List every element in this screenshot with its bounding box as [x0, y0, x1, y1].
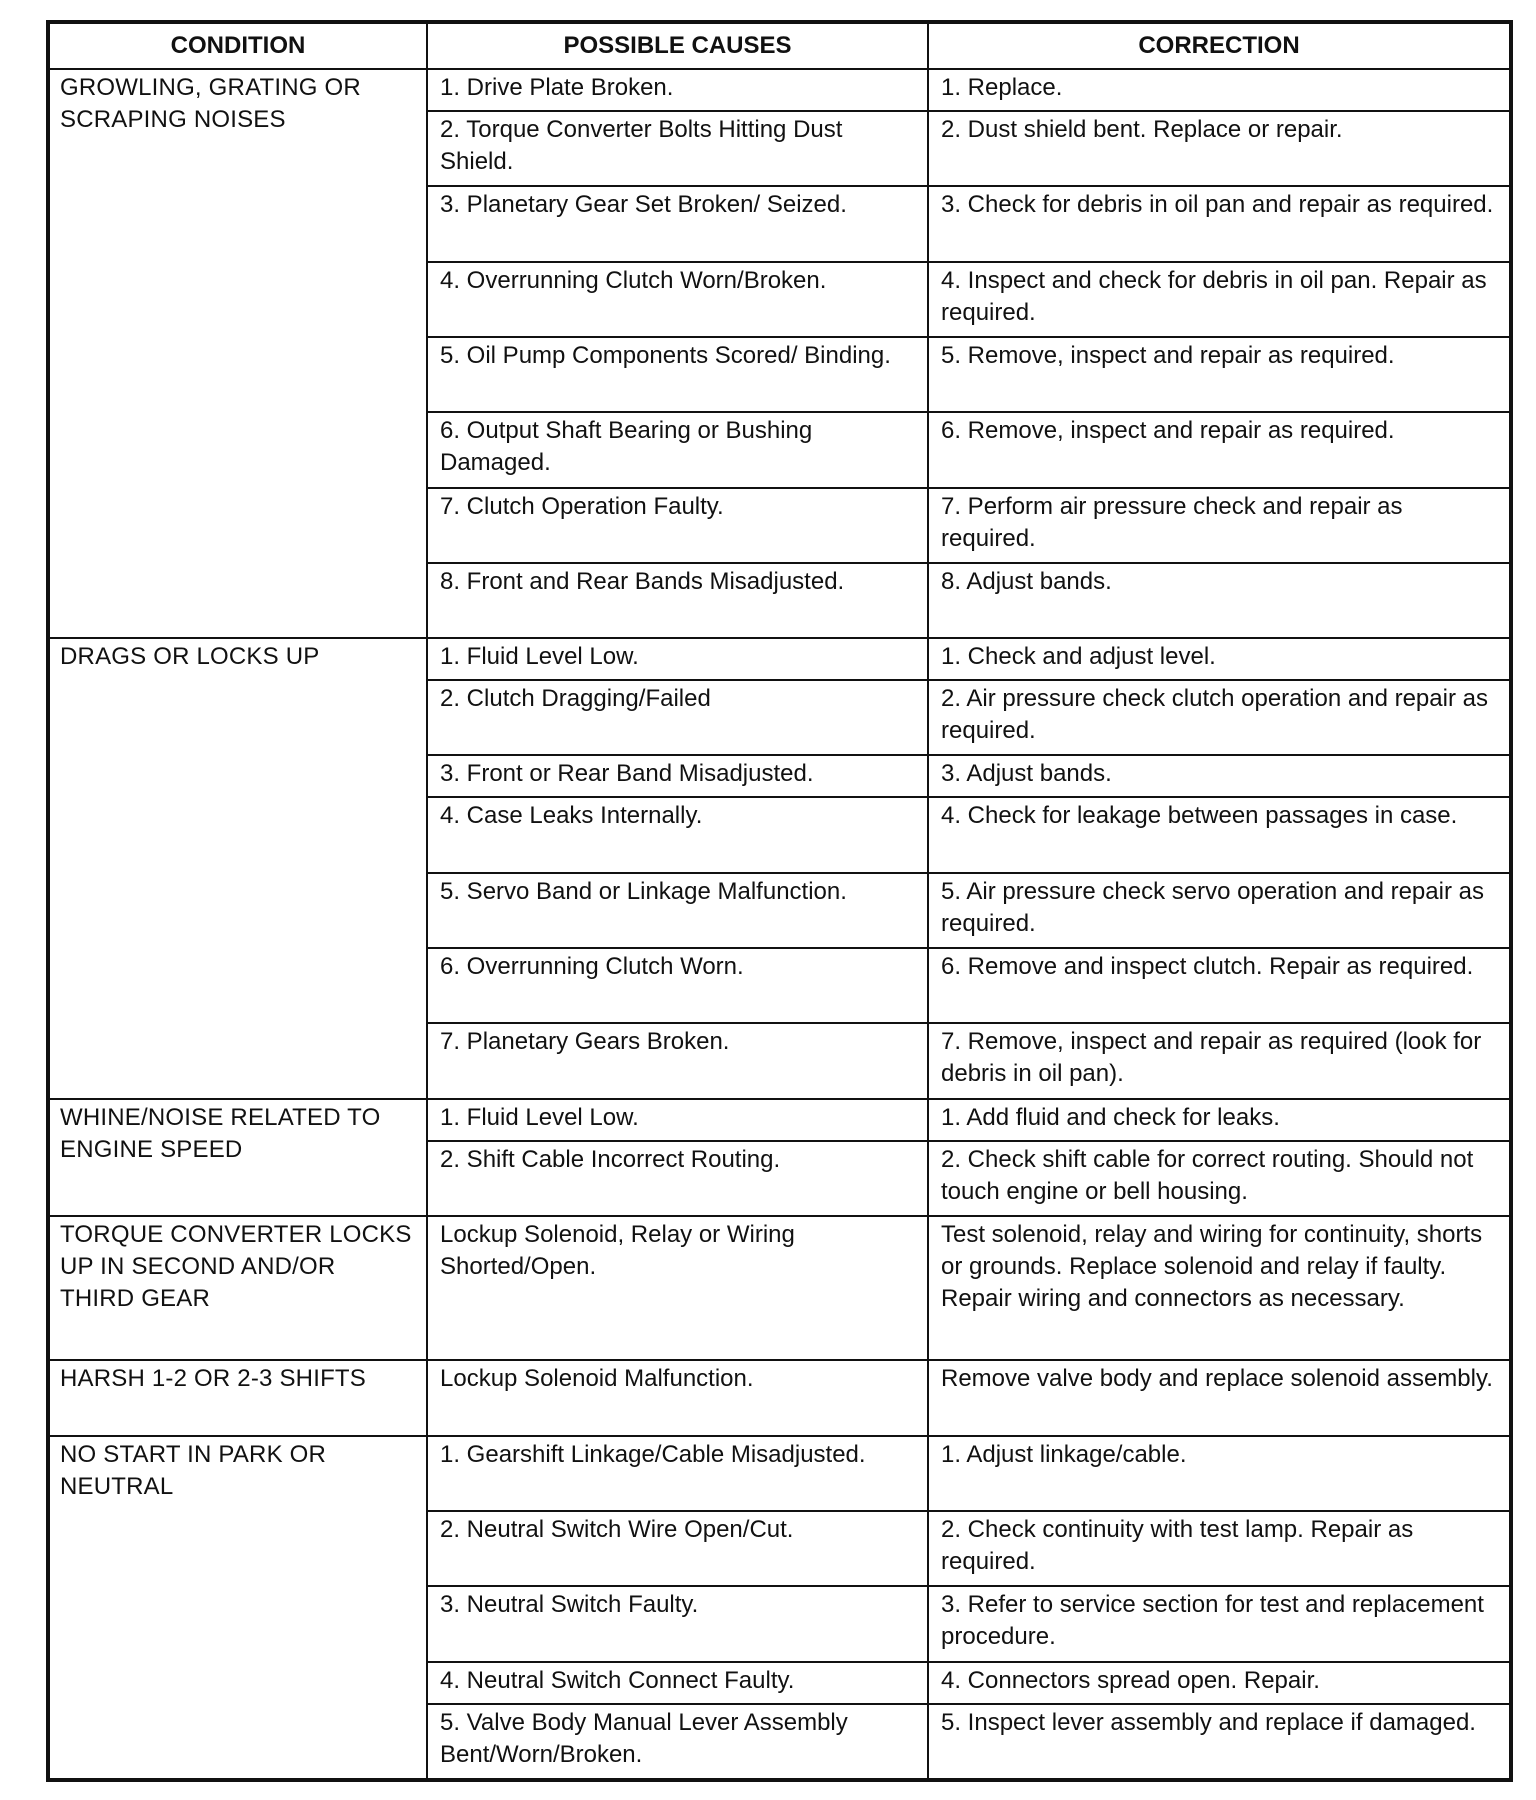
cause-cell: 1. Fluid Level Low. [427, 1099, 928, 1141]
possible-causes-header: POSSIBLE CAUSES [427, 23, 928, 69]
correction-cell: 3. Adjust bands. [928, 755, 1510, 797]
condition-cell: HARSH 1-2 OR 2-3 SHIFTS [49, 1360, 427, 1435]
cause-cell: 1. Drive Plate Broken. [427, 69, 928, 111]
correction-cell: 8. Adjust bands. [928, 563, 1510, 638]
table-row [49, 1360, 1510, 1435]
cause-cell: 6. Output Shaft Bearing or Bushing Damaged. [427, 412, 928, 487]
cause-cell: Lockup Solenoid, Relay or Wiring Shorted/Open. [427, 1216, 928, 1360]
cause-cell: 5. Valve Body Manual Lever Assembly Bent/Worn/Broken. [427, 1704, 928, 1779]
condition-cell: TORQUE CONVERTER LOCKS UP IN SECOND AND/OR THIRD GEAR [49, 1216, 427, 1360]
cause-cell: 2. Torque Converter Bolts Hitting Dust Shield. [427, 111, 928, 186]
cause-cell: 3. Planetary Gear Set Broken/ Seized. [427, 186, 928, 261]
table-row [49, 69, 1510, 111]
correction-cell: 4. Connectors spread open. Repair. [928, 1662, 1510, 1704]
correction-cell: 4. Inspect and check for debris in oil pan. Repair as required. [928, 262, 1510, 337]
correction-cell: 6. Remove and inspect clutch. Repair as required. [928, 948, 1510, 1023]
cause-cell: 5. Oil Pump Components Scored/ Binding. [427, 337, 928, 412]
cause-cell: 1. Gearshift Linkage/Cable Misadjusted. [427, 1436, 928, 1511]
correction-cell: 1. Replace. [928, 69, 1510, 111]
cause-cell: 7. Clutch Operation Faulty. [427, 488, 928, 563]
correction-cell: 2. Check shift cable for correct routing. Should not touch engine or bell housing. [928, 1141, 1510, 1216]
correction-cell: 1. Adjust linkage/cable. [928, 1436, 1510, 1511]
cause-cell: 5. Servo Band or Linkage Malfunction. [427, 873, 928, 948]
table-row [49, 1436, 1510, 1511]
correction-cell: Remove valve body and replace solenoid assembly. [928, 1360, 1510, 1435]
condition-cell: NO START IN PARK OR NEUTRAL [49, 1436, 427, 1779]
table-row [49, 1216, 1510, 1360]
cause-cell: 4. Case Leaks Internally. [427, 797, 928, 872]
correction-cell: 4. Check for leakage between passages in case. [928, 797, 1510, 872]
correction-cell: 5. Air pressure check servo operation and repair as required. [928, 873, 1510, 948]
condition-cell: WHINE/NOISE RELATED TO ENGINE SPEED [49, 1099, 427, 1216]
correction-cell: 3. Check for debris in oil pan and repair as required. [928, 186, 1510, 261]
table-row [49, 1099, 1510, 1141]
condition-cell: DRAGS OR LOCKS UP [49, 638, 427, 1098]
correction-header: CORRECTION [928, 23, 1510, 69]
correction-cell: Test solenoid, relay and wiring for continuity, shorts or grounds. Replace solenoid and relay if faulty. Repair wiring and connectors as necessary. [928, 1216, 1510, 1360]
cause-cell: 4. Neutral Switch Connect Faulty. [427, 1662, 928, 1704]
correction-cell: 1. Add fluid and check for leaks. [928, 1099, 1510, 1141]
correction-cell: 5. Remove, inspect and repair as required. [928, 337, 1510, 412]
table-row [49, 638, 1510, 680]
header-row [49, 23, 1510, 69]
correction-cell: 3. Refer to service section for test and replacement procedure. [928, 1586, 1510, 1661]
diagnosis-sheet [46, 20, 1513, 1782]
cause-cell: 2. Shift Cable Incorrect Routing. [427, 1141, 928, 1216]
correction-cell: 1. Check and adjust level. [928, 638, 1510, 680]
cause-cell: 2. Neutral Switch Wire Open/Cut. [427, 1511, 928, 1586]
cause-cell: 8. Front and Rear Bands Misadjusted. [427, 563, 928, 638]
cause-cell: 3. Neutral Switch Faulty. [427, 1586, 928, 1661]
condition-cell: GROWLING, GRATING OR SCRAPING NOISES [49, 69, 427, 638]
cause-cell: Lockup Solenoid Malfunction. [427, 1360, 928, 1435]
cause-cell: 3. Front or Rear Band Misadjusted. [427, 755, 928, 797]
diagnosis-table [48, 22, 1511, 1780]
correction-cell: 2. Dust shield bent. Replace or repair. [928, 111, 1510, 186]
correction-cell: 7. Perform air pressure check and repair as required. [928, 488, 1510, 563]
correction-cell: 7. Remove, inspect and repair as required (look for debris in oil pan). [928, 1023, 1510, 1098]
correction-cell: 6. Remove, inspect and repair as required. [928, 412, 1510, 487]
cause-cell: 7. Planetary Gears Broken. [427, 1023, 928, 1098]
condition-header: CONDITION [49, 23, 427, 69]
cause-cell: 2. Clutch Dragging/Failed [427, 680, 928, 755]
cause-cell: 4. Overrunning Clutch Worn/Broken. [427, 262, 928, 337]
correction-cell: 2. Check continuity with test lamp. Repair as required. [928, 1511, 1510, 1586]
cause-cell: 6. Overrunning Clutch Worn. [427, 948, 928, 1023]
cause-cell: 1. Fluid Level Low. [427, 638, 928, 680]
correction-cell: 2. Air pressure check clutch operation and repair as required. [928, 680, 1510, 755]
correction-cell: 5. Inspect lever assembly and replace if damaged. [928, 1704, 1510, 1779]
